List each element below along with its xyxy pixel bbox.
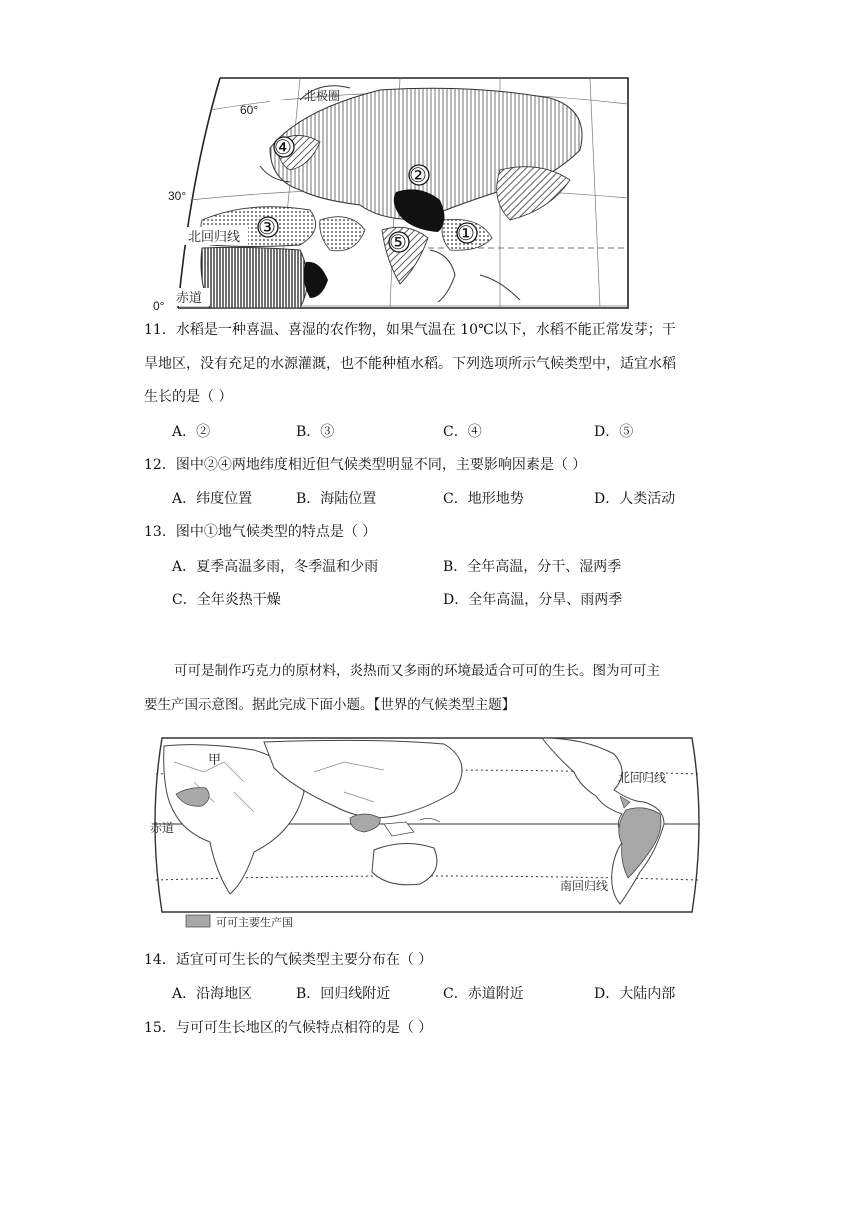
cocoa-producers-map [144, 732, 704, 934]
marker-3: ③ [258, 217, 276, 239]
marker-4: ④ [274, 137, 292, 159]
q13-option-c[interactable]: C．全年炎热干燥 [172, 592, 281, 608]
q11-option-a[interactable]: A．② [172, 424, 211, 440]
question-14: 14．适宜可可生长的气候类型主要分布在（ ） [144, 952, 433, 968]
marker-5: ⑤ [389, 232, 407, 254]
label-jia: 甲 [208, 752, 222, 767]
q12-option-a[interactable]: A．纬度位置 [172, 491, 253, 507]
passage-line-2: 要生产国示意图。据此完成下面小题。【世界的气候类型主题】 [144, 697, 516, 713]
passage-line-1: 可可是制作巧克力的原材料，炎热而又多雨的环境最适合可可的生长。图为可可主 [174, 663, 660, 679]
lat-30-label: 30° [168, 189, 187, 203]
q14-option-d[interactable]: D．大陆内部 [594, 986, 676, 1002]
map2-tropic-cancer-label: 北回归线 [618, 771, 667, 785]
map2-tropic-capricorn-label: 南回归线 [560, 879, 609, 893]
legend-label: 可可主要生产国 [216, 917, 293, 929]
question-11-line-2: 旱地区，没有充足的水源灌溉，也不能种植水稻。下列选项所示气候类型中，适宜水稻 [144, 356, 676, 372]
tropic-cancer-label: 北回归线 [188, 229, 241, 244]
marker-1: ① [457, 223, 475, 245]
climate-map-eurasia [150, 70, 630, 315]
question-11-line-1: 11．水稻是一种喜温、喜湿的农作物，如果气温在 10℃以下，水稻不能正常发芽；干 [144, 322, 676, 338]
question-11-line-3: 生长的是（ ） [144, 389, 233, 405]
q13-option-d[interactable]: D．全年高温，分旱、雨两季 [443, 592, 623, 608]
q13-option-a[interactable]: A．夏季高温多雨，冬季温和少雨 [172, 559, 379, 575]
map2-equator-label: 赤道 [150, 821, 175, 835]
question-12: 12．图中②④两地纬度相近但气候类型明显不同，主要影响因素是（ ） [144, 457, 587, 473]
q12-option-d[interactable]: D．人类活动 [594, 491, 676, 507]
marker-2: ② [409, 165, 427, 187]
q13-option-b[interactable]: B．全年高温，分干、湿两季 [443, 559, 622, 575]
legend-swatch [186, 915, 210, 927]
question-15: 15．与可可生长地区的气候特点相符的是（ ） [144, 1020, 433, 1036]
q12-option-c[interactable]: C．地形地势 [443, 491, 524, 507]
q11-option-d[interactable]: D．⑤ [594, 424, 634, 440]
question-13: 13．图中①地气候类型的特点是（ ） [144, 524, 377, 540]
lat-0-label: 0° [153, 299, 165, 313]
q14-option-b[interactable]: B．回归线附近 [296, 986, 391, 1002]
q11-option-c[interactable]: C．④ [443, 424, 482, 440]
q11-option-b[interactable]: B．③ [296, 424, 335, 440]
q12-option-b[interactable]: B．海陆位置 [296, 491, 377, 507]
q14-option-c[interactable]: C．赤道附近 [443, 986, 524, 1002]
arctic-circle-label: 北极圈 [304, 89, 341, 103]
lat-60-label: 60° [240, 103, 259, 117]
equator-label: 赤道 [176, 290, 203, 305]
q14-option-a[interactable]: A．沿海地区 [172, 986, 253, 1002]
